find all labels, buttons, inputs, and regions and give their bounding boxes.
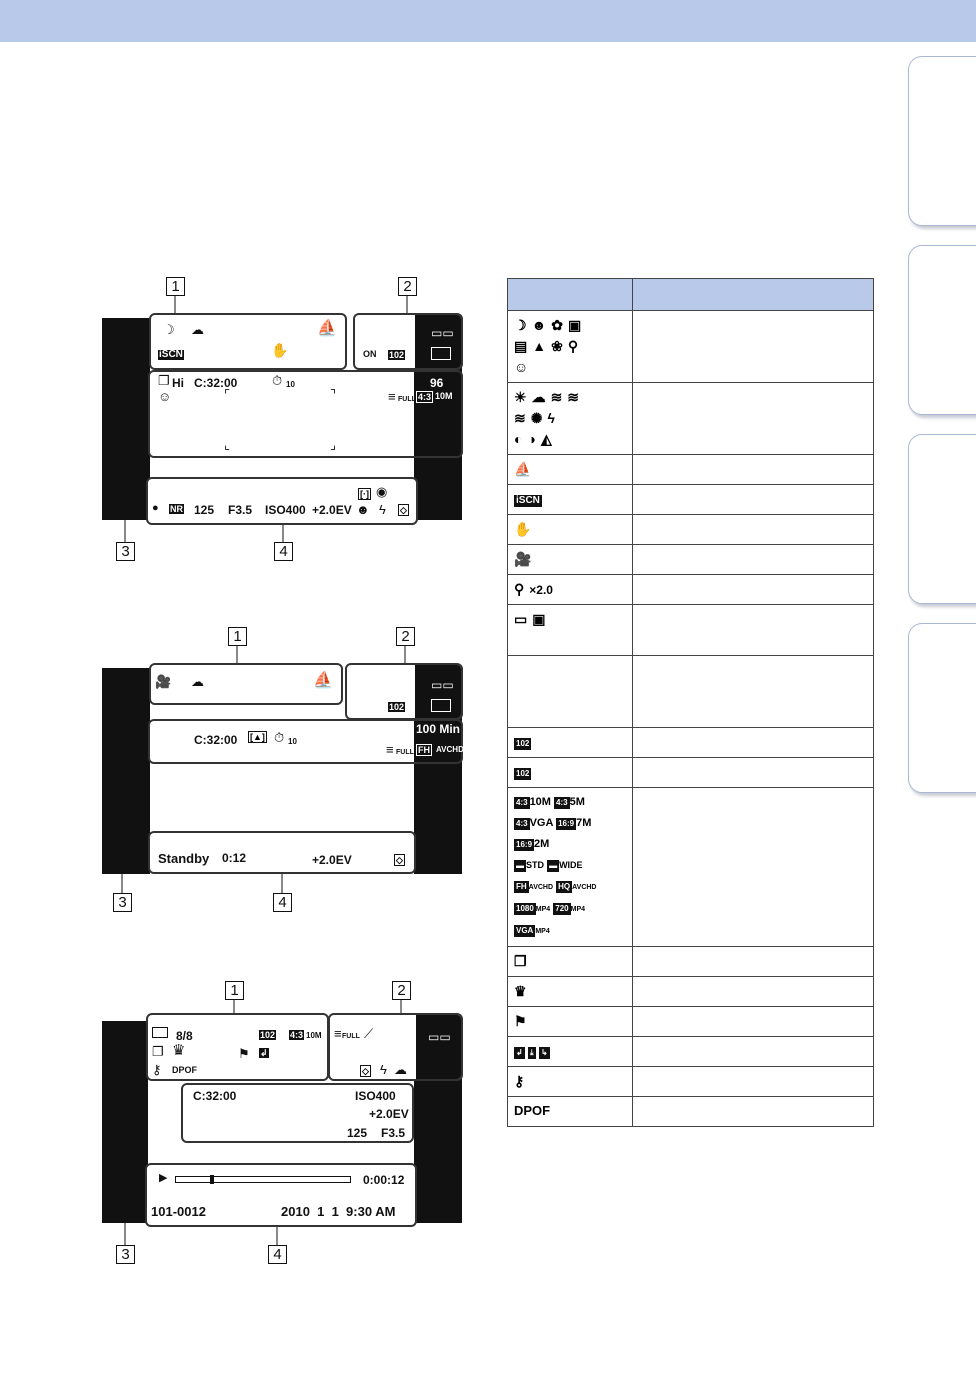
- remaining-time-movie: C:32:00: [194, 733, 238, 747]
- play-folder-cell: [508, 758, 633, 788]
- battery-icon-movie: ▭▭: [431, 678, 454, 692]
- dpof-label-t: DPOF: [514, 1103, 551, 1118]
- self-timer-value: 10: [286, 380, 295, 389]
- desc-cell: [633, 947, 874, 977]
- desc-cell: [633, 1067, 874, 1097]
- movie-mode-icon: 🎥: [155, 674, 172, 689]
- battery-icon-play: ▭▭: [428, 1030, 451, 1044]
- aspect-43-icon: 4:3: [516, 798, 528, 807]
- full-label-movie: FULL: [396, 749, 414, 756]
- table-row: [508, 485, 874, 515]
- size-wide: WIDE: [559, 860, 583, 870]
- macro-icon: ❀: [551, 338, 563, 354]
- panorama-icon: ▬: [516, 861, 524, 870]
- exposure-value: +2.0EV: [312, 503, 352, 517]
- size-vga: VGA: [529, 817, 553, 829]
- fluorescent1-icon: ≋: [550, 389, 563, 405]
- movie-group-3: [148, 719, 463, 764]
- dro-icon-movie: ◇: [396, 855, 403, 865]
- progress-bar[interactable]: [175, 1176, 351, 1183]
- desc-cell: [633, 545, 874, 575]
- night-scene-icon-t: ☽: [514, 317, 527, 333]
- image-size: 10M: [435, 391, 453, 401]
- mp4-label: MP4: [535, 928, 550, 935]
- iscn-icon: iSCN: [159, 349, 183, 360]
- movie-group-2: [345, 663, 463, 720]
- favorite-flag-icon: ⚑: [238, 1046, 250, 1061]
- burst-icon-t: ❐: [514, 953, 527, 969]
- recording-date: 2010 1 1 9:30 AM: [281, 1204, 396, 1219]
- memory-card-icon-t: ▭: [514, 611, 528, 627]
- callout-3-play: 3: [116, 1245, 135, 1264]
- scene-icons-cell: [508, 311, 633, 383]
- iso-value: ISO400: [265, 503, 306, 517]
- memory-card-icon: [431, 347, 451, 360]
- desc-cell: [633, 758, 874, 788]
- blank-cell: [508, 656, 633, 728]
- mp4-label: MP4: [570, 906, 586, 913]
- desc-cell: [633, 1007, 874, 1037]
- folder-label-movie: 102: [389, 702, 405, 712]
- table-header-indication: [633, 279, 874, 311]
- landscape-icon: ▲: [532, 338, 547, 354]
- dro-icon-play: ◇: [362, 1066, 369, 1076]
- incandescent-icon: ✺: [530, 410, 543, 426]
- desc-cell: [633, 605, 874, 656]
- portrait-icon: ☺: [514, 359, 529, 375]
- burst-label: Hi: [172, 376, 184, 390]
- camera-shake-icon: ✋: [271, 342, 289, 358]
- iso-value-play: ISO400: [355, 1089, 396, 1103]
- file-number: 101-0012: [151, 1204, 206, 1219]
- iscn-cell: [508, 485, 633, 515]
- table-row: [508, 1037, 874, 1067]
- burst-icon: ❐: [158, 373, 170, 388]
- memory-card-icon-movie: [431, 699, 451, 712]
- rotate-cell: [508, 1037, 633, 1067]
- wb-icons-cell: [508, 383, 633, 455]
- daylight-icon: ☀: [514, 389, 527, 405]
- shutter-speed: 125: [194, 503, 215, 517]
- callout-3-still: 3: [116, 542, 135, 561]
- cloudy-icon-t: ☁: [531, 389, 546, 405]
- mp4-label: MP4: [535, 906, 551, 913]
- metering-icon: [·]: [360, 489, 369, 499]
- aspect-169-icon: 16:9: [516, 840, 533, 849]
- callout-4-still: 4: [274, 542, 293, 561]
- burst-icon-play: ❐: [152, 1044, 164, 1059]
- af-frame-bl-icon: ⌞: [224, 437, 231, 452]
- indicator-table: [507, 278, 874, 1127]
- dpof-cell: [508, 1097, 633, 1127]
- aperture: F3.5: [228, 503, 253, 517]
- custom-wb-icon: ◭: [540, 431, 552, 447]
- underwater-wb2-icon: ◑: [527, 431, 536, 447]
- rotate-left-icon: ↲: [516, 1048, 523, 1057]
- aperture-play: F3.5: [381, 1126, 406, 1140]
- callout-4-play: 4: [268, 1245, 287, 1264]
- rvga-icon: VGA: [516, 926, 534, 935]
- callout-2-play: 2: [392, 981, 411, 1000]
- r720-icon: 720: [555, 904, 569, 913]
- af-frame-br-icon: ⌟: [330, 437, 337, 452]
- camera-shake-icon-t: ✋: [514, 521, 532, 537]
- steady-shot-icon-t: ⛵: [514, 461, 532, 477]
- fluorescent2-icon: ≋: [567, 389, 580, 405]
- red-eye-icon: ◉: [376, 484, 388, 499]
- landscape-portrait-icon: ▤: [514, 338, 528, 354]
- flag-cell: [508, 1007, 633, 1037]
- flash-icon: ϟ: [379, 502, 386, 517]
- scene-desc-cell: [633, 311, 874, 383]
- fluorescent3-icon: ≋: [514, 410, 526, 426]
- desc-cell: [633, 455, 874, 485]
- image-counter: 8/8: [176, 1029, 193, 1043]
- aspect-ratio-play: 4:3: [290, 1030, 304, 1040]
- aspect-ratio: 4:3: [418, 392, 432, 402]
- flash-wb-icon: ϟ: [547, 410, 555, 426]
- callout-3-movie: 3: [113, 893, 132, 912]
- internal-memory-icon: ≡: [388, 389, 396, 404]
- size-std: STD: [526, 860, 544, 870]
- smile-shutter-icon: ☻: [356, 502, 370, 517]
- exposure-value-movie: +2.0EV: [312, 853, 352, 867]
- internal-memory-icon-play: ≡: [334, 1026, 342, 1041]
- full-label: FULL: [398, 396, 416, 403]
- table-row: [508, 947, 874, 977]
- desc-cell: [633, 656, 874, 728]
- size-7m: 7M: [576, 817, 592, 829]
- dro-icon: ◇: [400, 505, 407, 515]
- key-cell: [508, 1067, 633, 1097]
- hq-icon: HQ: [558, 882, 571, 891]
- table-row: [508, 1067, 874, 1097]
- backlight-icon: ▣: [568, 317, 582, 333]
- rotate-icon: ↲: [260, 1048, 268, 1058]
- face-detect-icon: ☺: [158, 389, 172, 404]
- movie-format-fh: FH: [418, 745, 430, 755]
- play-group-1: [146, 1013, 329, 1081]
- crown-cell: [508, 977, 633, 1007]
- play-group-4: [145, 1163, 417, 1227]
- play-group-3: [181, 1083, 414, 1143]
- desc-cell: [633, 575, 874, 605]
- table-row: [508, 515, 874, 545]
- movie-format: AVCHD: [436, 745, 464, 754]
- image-count: 96: [430, 376, 444, 390]
- self-timer-value-movie: 10: [288, 737, 297, 746]
- zoom-value: ×2.0: [529, 583, 553, 597]
- favorite-flag-icon-t: ⚑: [514, 1013, 527, 1029]
- af-icon-movie: [▲]: [250, 732, 265, 742]
- table-row: [508, 605, 874, 656]
- callout-2-movie: 2: [396, 627, 415, 646]
- internal-memory-icon-movie: ≡: [386, 742, 394, 757]
- size-2m: 2M: [534, 838, 550, 850]
- rec-folder-icon: 102: [516, 739, 530, 748]
- exposure-value-play: +2.0EV: [369, 1107, 409, 1121]
- table-row: [508, 758, 874, 788]
- standby-label: Standby: [158, 851, 210, 866]
- desc-cell: [633, 485, 874, 515]
- still-group-3: [148, 370, 463, 458]
- remaining-minutes: 100 Min: [416, 722, 461, 736]
- desc-cell: [633, 1037, 874, 1067]
- table-row: [508, 977, 874, 1007]
- remaining-time-play: C:32:00: [193, 1089, 237, 1103]
- table-row: [508, 728, 874, 758]
- close-focus-icon: ⚲: [567, 338, 579, 354]
- still-group-1: [149, 313, 347, 370]
- nr-label: NR: [170, 504, 183, 514]
- rotate-icon-t: ⤓: [530, 1048, 534, 1057]
- iscn-icon-t: iSCN: [516, 495, 540, 506]
- desc-cell: [633, 977, 874, 1007]
- playback-time: 0:00:12: [363, 1173, 405, 1187]
- table-row: [508, 1007, 874, 1037]
- internal-memory-icon-t: ▣: [532, 611, 546, 627]
- eye-fi-icon: ⟋: [364, 1026, 374, 1041]
- cloudy-icon-play: ☁: [394, 1062, 407, 1077]
- avchd-label: AVCHD: [572, 884, 597, 891]
- play-folder-icon: 102: [516, 769, 530, 778]
- aspect-43-icon: 4:3: [556, 798, 568, 807]
- protect-key-icon: ⚷: [152, 1062, 162, 1077]
- media-cell: [508, 605, 633, 656]
- callout-1-movie: 1: [228, 627, 247, 646]
- callout-4-movie: 4: [273, 893, 292, 912]
- self-timer-icon: ⏱: [272, 373, 283, 388]
- desc-cell: [633, 1097, 874, 1127]
- callout-1-play: 1: [225, 981, 244, 1000]
- table-row: [508, 1097, 874, 1127]
- panorama-icon: ▬: [549, 861, 558, 870]
- cloudy-icon: ☁: [191, 322, 204, 337]
- r1080-icon: 1080: [516, 904, 534, 913]
- fh-icon: FH: [516, 882, 527, 891]
- rec-folder-cell: [508, 728, 633, 758]
- table-row: [508, 545, 874, 575]
- image-size-cell: [508, 788, 633, 947]
- battery-icon: ▭▭: [431, 326, 454, 340]
- zoom-cell: [508, 575, 633, 605]
- callout-1-still: 1: [166, 277, 185, 296]
- desc-cell: [633, 788, 874, 947]
- table-row: [508, 656, 874, 728]
- table-row: [508, 455, 874, 485]
- zoom-icon: ⚲: [514, 581, 525, 597]
- table-header-row: [508, 279, 874, 311]
- avchd-label: AVCHD: [528, 884, 554, 891]
- play-icon[interactable]: ▶: [159, 1172, 168, 1184]
- table-row: [508, 383, 874, 455]
- still-group-2: [353, 313, 463, 370]
- desc-cell: [633, 515, 874, 545]
- image-size-play: 10M: [306, 1031, 322, 1040]
- table-row: [508, 311, 874, 383]
- movie-group-1: [149, 663, 343, 705]
- remaining-time: C:32:00: [194, 376, 238, 390]
- table-header-display: [508, 279, 633, 311]
- cloudy-icon-movie: ☁: [191, 674, 204, 689]
- movie-group-4: [148, 831, 416, 874]
- folder-label-play: 102: [260, 1030, 276, 1040]
- size-5m: 5M: [569, 796, 585, 808]
- size-10m: 10M: [529, 796, 551, 808]
- self-timer-icon-movie: ⏱: [274, 730, 285, 745]
- steady-shot-icon-movie: ⛵: [313, 672, 333, 689]
- progress-knob[interactable]: [210, 1175, 214, 1184]
- memory-card-icon-play: [152, 1027, 168, 1038]
- aspect-169-icon: 16:9: [558, 819, 575, 828]
- burst-cell: [508, 947, 633, 977]
- steady-shot-icon: ⛵: [317, 320, 337, 337]
- shake-cell: [508, 515, 633, 545]
- af-frame-tl-icon: ⌜: [224, 387, 231, 402]
- night-scene-icon: ☽: [163, 322, 175, 337]
- aspect-43-icon: 4:3: [516, 819, 528, 828]
- crown-icon-t: ♛: [514, 983, 527, 999]
- callout-2-still: 2: [398, 277, 417, 296]
- table-row: [508, 788, 874, 947]
- movie-cell: [508, 545, 633, 575]
- flash-icon-play: ϟ: [380, 1062, 387, 1077]
- record-dot-icon: ●: [152, 502, 159, 514]
- flash-on-label: ON: [363, 349, 377, 359]
- full-label-play: FULL: [342, 1033, 360, 1040]
- dpof-label: DPOF: [172, 1065, 198, 1075]
- shutter-speed-play: 125: [347, 1126, 368, 1140]
- protect-key-icon-t: ⚷: [514, 1073, 525, 1089]
- table-row: [508, 575, 874, 605]
- play-group-2: [328, 1013, 463, 1081]
- underwater-wb1-icon: ◐: [514, 431, 523, 447]
- still-group-4: [146, 477, 418, 525]
- wb-desc-cell: [633, 383, 874, 455]
- crown-icon: ♛: [172, 1042, 186, 1059]
- movie-mode-icon-t: 🎥: [514, 551, 532, 567]
- af-frame-tr-icon: ⌝: [330, 387, 337, 402]
- steady-shot-cell: [508, 455, 633, 485]
- folder-label: 102: [389, 350, 405, 360]
- backlight-portrait-icon: ☻: [531, 317, 547, 333]
- desc-cell: [633, 728, 874, 758]
- twilight-portrait-icon: ✿: [551, 317, 564, 333]
- elapsed-time: 0:12: [222, 851, 247, 865]
- rotate-right-icon: ↳: [540, 1048, 548, 1057]
